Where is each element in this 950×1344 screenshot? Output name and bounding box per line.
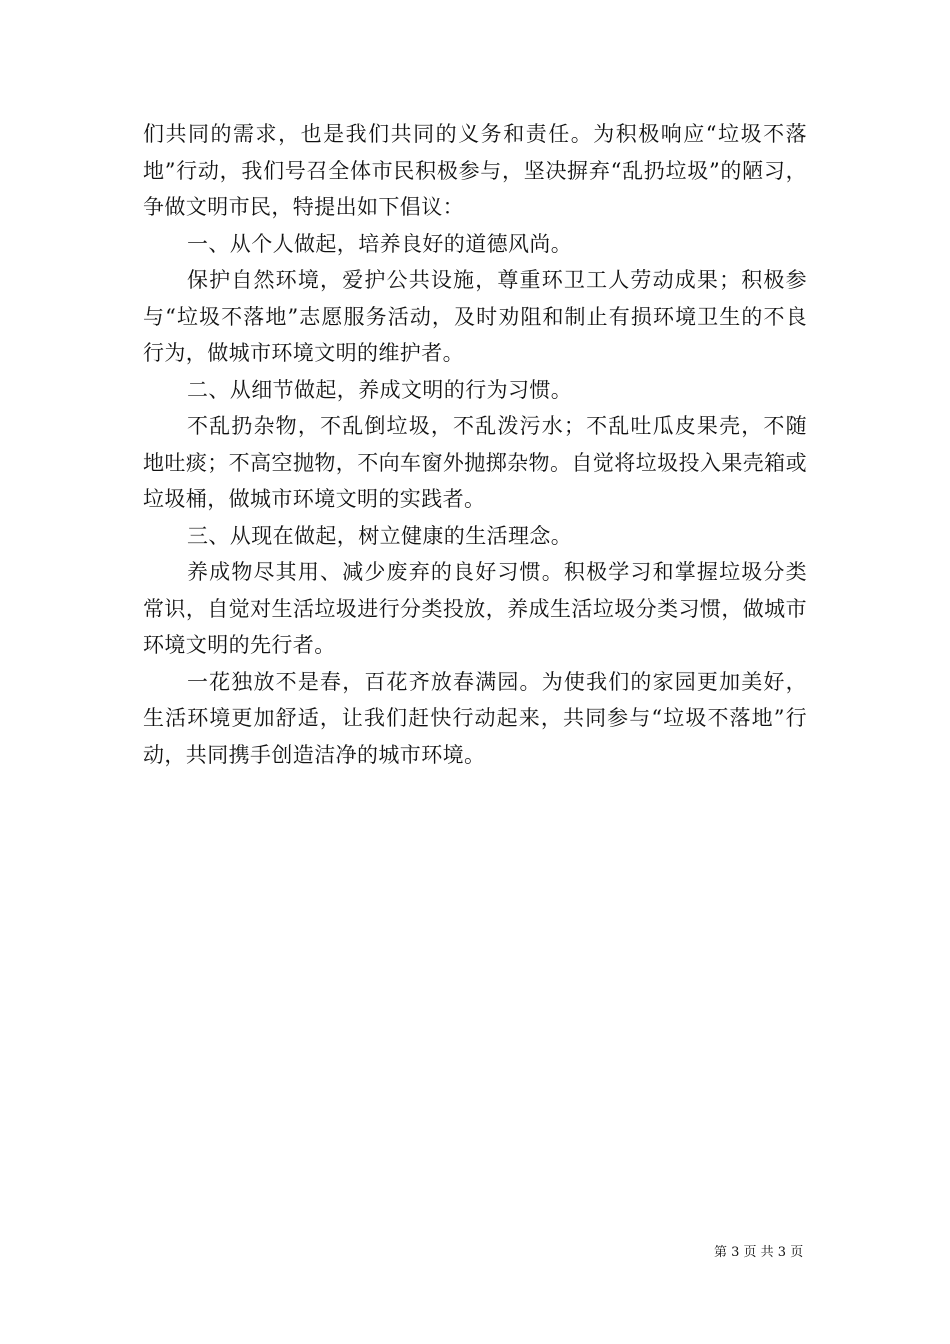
heading-point-three: 三、从现在做起，树立健康的生活理念。 [187,523,573,548]
paragraph-continuation: 们共同的需求，也是我们共同的义务和责任。为积极响应“垃圾不落地”行动，我们号召全体市民积极参与，坚决摒弃“乱扔垃圾”的陋习，争做文明市民，特提出如下倡议： [143,122,807,219]
document-body [143,116,807,773]
paragraph-point-two: 不乱扔杂物，不乱倒垃圾，不乱泼污水；不乱吐瓜皮果壳，不随地吐痰；不高空抛物，不向车窗外抛掷杂物。自觉将垃圾投入果壳箱或垃圾桶，做城市环境文明的实践者。 [143,414,807,511]
heading-point-two: 二、从细节做起，养成文明的行为习惯。 [187,377,573,402]
heading-point-one: 一、从个人做起，培养良好的道德风尚。 [187,231,573,256]
paragraph-closing: 一花独放不是春，百花齐放春满园。为使我们的家园更加美好，生活环境更加舒适，让我们赶快行动起来，共同参与“垃圾不落地”行动，共同携手创造洁净的城市环境。 [143,669,807,767]
paragraph-point-one: 保护自然环境，爱护公共设施，尊重环卫工人劳动成果；积极参与“垃圾不落地”志愿服务活动，及时劝阻和制止有损环境卫生的不良行为，做城市环境文明的维护者。 [143,268,807,365]
page-number-footer: 第 3 页 共 3 页 [714,1245,804,1260]
paragraph-point-three: 养成物尽其用、减少废弃的良好习惯。积极学习和掌握垃圾分类常识，自觉对生活垃圾进行分类投放，养成生活垃圾分类习惯，做城市环境文明的先行者。 [143,560,807,657]
